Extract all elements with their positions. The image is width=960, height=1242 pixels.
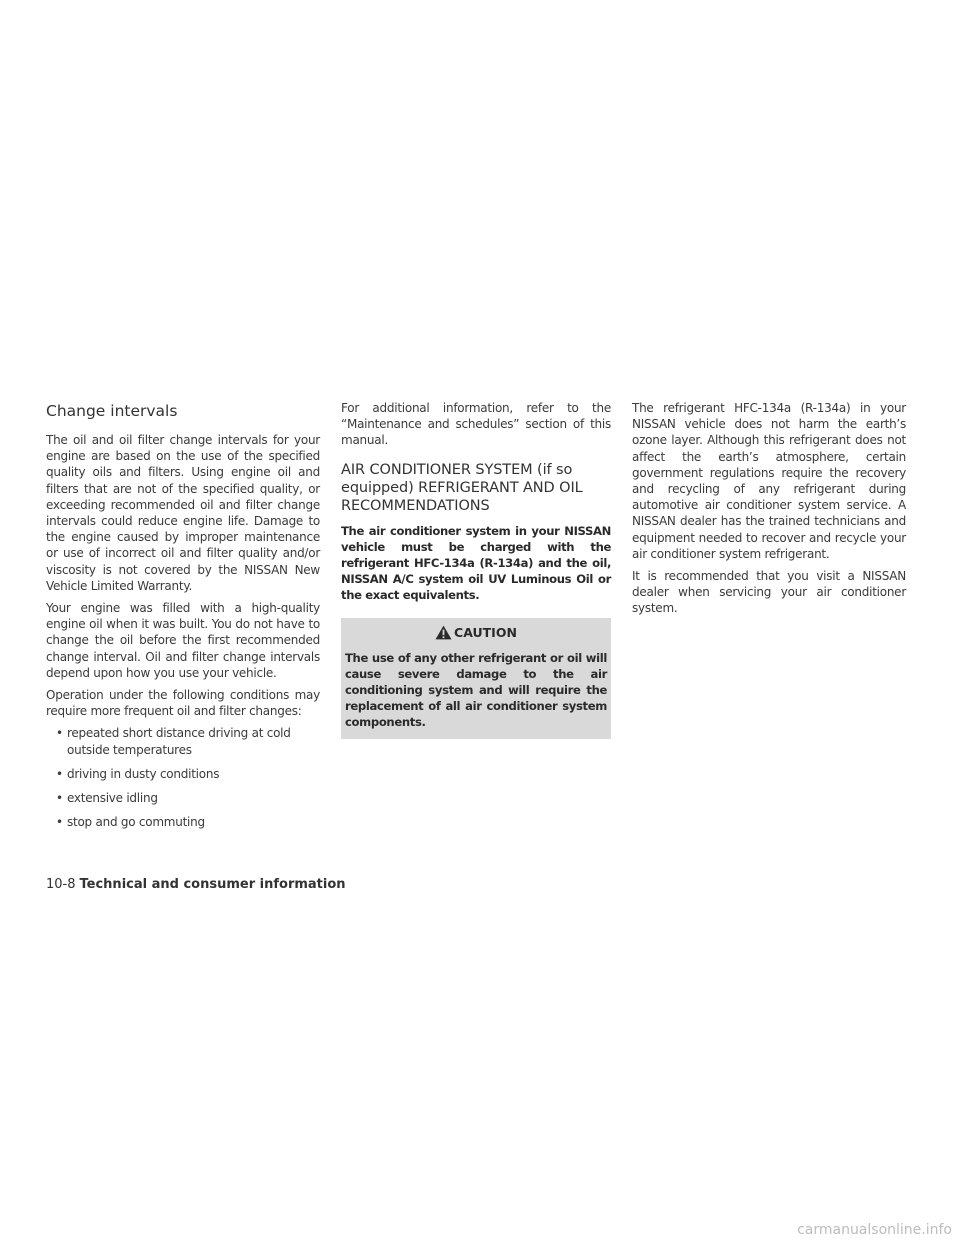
list-item: • extensive idling bbox=[56, 791, 158, 806]
bold-paragraph: The air conditioner system in your NISSAN vehicle must be charged with the refrigerant HFC-134a (R-134a) and the oil, NISSAN A/C system oil UV Luminous Oil or the exact equivalents. bbox=[341, 523, 611, 603]
page-number: 10-8 bbox=[46, 877, 76, 892]
list-item: • repeated short distance driving at cold outside temperatures bbox=[56, 726, 291, 757]
caution-header bbox=[345, 624, 607, 642]
section-heading-change-intervals: Change intervals bbox=[46, 402, 178, 420]
chapter-title: Technical and consumer information bbox=[79, 877, 346, 892]
paragraph: The refrigerant HFC-134a (R-134a) in your NISSAN vehicle does not harm the earth’s ozone layer. Although this refrigerant does not affect the earth’s atmosphere, certain government regulations require the recovery and recycling of any refrigerant during automotive air conditioner system service. A NISSAN dealer has the trained technicians and equipment needed to recover and recycle your air conditioner system refrigerant. bbox=[632, 401, 906, 561]
paragraph: Operation under the following conditions may require more frequent oil and filter changes: bbox=[46, 688, 320, 719]
caution-text: The use of any other refrigerant or oil will cause severe damage to the air conditioning system and will require the replacement of all air conditioner system components. bbox=[345, 650, 607, 730]
caution-box bbox=[341, 618, 611, 739]
caution-label: CAUTION bbox=[454, 624, 517, 640]
bullet-icon: • bbox=[56, 726, 63, 741]
watermark: carmanualsonline.info bbox=[797, 1222, 952, 1238]
paragraph: Your engine was filled with a high-quality engine oil when it was built. You do not have to change the oil before the first recommended change interval. Oil and filter change intervals depend upon how you use your vehicle. bbox=[46, 601, 320, 680]
warning-icon bbox=[435, 625, 452, 640]
paragraph: It is recommended that you visit a NISSAN dealer when servicing your air conditioner system. bbox=[632, 569, 906, 616]
bullet-icon: • bbox=[56, 815, 63, 830]
column-left bbox=[46, 400, 320, 838]
bullet-icon: • bbox=[56, 791, 63, 806]
column-middle bbox=[341, 400, 611, 739]
list-item: • driving in dusty conditions bbox=[56, 766, 220, 781]
bullet-icon: • bbox=[56, 766, 63, 781]
paragraph: For additional information, refer to the “Maintenance and schedules” section of this manual. bbox=[341, 401, 611, 448]
conditions-list bbox=[46, 725, 320, 830]
section-heading-air-conditioner: AIR CONDITIONER SYSTEM (if so equipped) REFRIGERANT AND OIL RECOMMENDATIONS bbox=[341, 461, 583, 514]
column-right bbox=[632, 400, 906, 623]
page-footer bbox=[46, 876, 346, 894]
list-item: • stop and go commuting bbox=[56, 815, 205, 830]
paragraph: The oil and oil filter change intervals for your engine are based on the use of the specified quality oils and filters. Using engine oil and filters that are not of the specified quality, or exceeding recommended oil and filter change intervals could reduce engine life. Damage to the engine caused by improper maintenance or use of incorrect oil and filter quality and/or viscosity is not covered by the NISSAN New Vehicle Limited Warranty. bbox=[46, 433, 320, 593]
